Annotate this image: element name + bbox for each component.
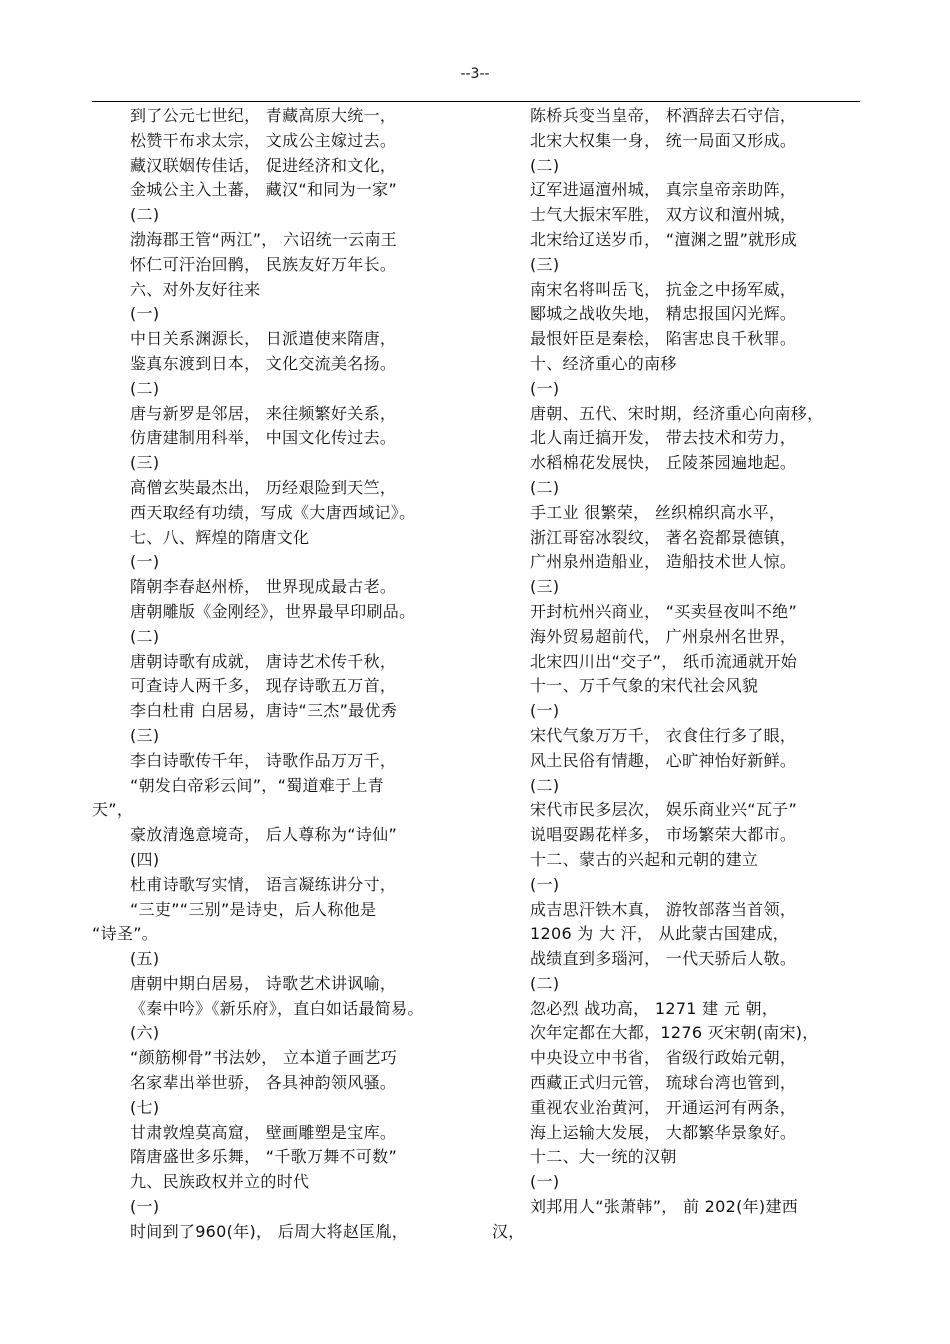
text-line: 海上运输大发展， 大都繁华景象好。: [530, 1122, 797, 1142]
text-line: 最恨奸臣是秦桧， 陷害忠良千秋罪。: [530, 329, 797, 349]
text-line: 唐朝诗歌有成就， 唐诗艺术传千秋，: [130, 651, 397, 671]
text-line: 唐朝中期白居易， 诗歌艺术讲讽喻，: [130, 973, 397, 993]
text-line: (二): [530, 155, 560, 175]
text-line: (二): [130, 626, 160, 646]
text-line: 仿唐建制用科举， 中国文化传过去。: [130, 428, 397, 448]
text-line: (二): [530, 973, 560, 993]
text-line: 李白诗歌传千年， 诗歌作品万万千，: [130, 750, 397, 770]
text-line: 风土民俗有情趣， 心旷神怡好新鲜。: [530, 750, 797, 770]
text-line: 时间到了960(年)， 后周大将赵匡胤，: [130, 1221, 409, 1241]
text-line: 渤海郡王管“两江”， 六诏统一云南王: [130, 229, 398, 249]
text-line: 战绩直到多瑙河， 一代天骄后人敬。: [530, 949, 797, 969]
text-line: 隋朝李春赵州桥， 世界现成最古老。: [130, 577, 397, 597]
text-line: 忽必烈 战功高， 1271 建 元 朝，: [530, 998, 779, 1018]
text-line: “朝发白帝彩云间”，“蜀道难于上青: [130, 775, 384, 795]
text-line: 1206 为 大 汗， 从此蒙古国建成，: [530, 924, 790, 944]
text-line: (六): [130, 1023, 160, 1043]
text-line: 唐朝、五代、宋时期，经济重心向南移，: [530, 403, 824, 423]
text-line: 重视农业治黄河， 开通运河有两条，: [530, 1097, 797, 1117]
text-line: 高僧玄奘最杰出， 历经艰险到天竺，: [130, 477, 397, 497]
text-line: (二): [530, 775, 560, 795]
text-line: 唐与新罗是邻居， 来往频繁好关系，: [130, 403, 397, 423]
text-line: 中日关系渊源长， 日派遣使来隋唐，: [130, 329, 397, 349]
text-line: 水稻棉花发展快， 丘陵茶园遍地起。: [530, 453, 797, 473]
right-text-column: [492, 104, 882, 1245]
text-line: 宋代市民多层次， 娱乐商业兴“瓦子”: [530, 800, 798, 820]
text-line: 甘肃敦煌莫高窟， 壁画雕塑是宝库。: [130, 1122, 397, 1142]
text-line: (一): [530, 1172, 560, 1192]
text-line: 海外贸易超前代， 广州泉州名世界，: [530, 626, 797, 646]
text-line: 李白杜甫 白居易，唐诗“三杰”最优秀: [130, 701, 398, 721]
text-line: 辽军进逼澶州城， 真宗皇帝亲助阵，: [530, 180, 797, 200]
text-line: 广州泉州造船业， 造船技术世人惊。: [530, 552, 797, 572]
text-line: (一): [130, 1197, 160, 1217]
text-line: 郾城之战收失地， 精忠报国闪光辉。: [530, 304, 797, 324]
text-line: 六、对外友好往来: [130, 279, 261, 299]
header-rule: [92, 101, 860, 102]
text-line: (一): [130, 552, 160, 572]
text-line: (二): [530, 477, 560, 497]
text-line: 金城公主入土蕃， 藏汉“和同为一家”: [130, 180, 398, 200]
text-line: 开封杭州兴商业， “买卖昼夜叫不绝”: [530, 601, 798, 621]
text-line: “三吏”“三别”是诗史，后人称他是: [130, 899, 377, 919]
text-line: 十二、大一统的汉朝: [530, 1147, 677, 1167]
text-line: 九、民族政权并立的时代: [130, 1172, 310, 1192]
text-line: 汉，: [492, 1221, 525, 1241]
text-line: 七、八、辉煌的隋唐文化: [130, 527, 310, 547]
text-line: (四): [130, 849, 160, 869]
text-line: 到了公元七世纪， 青藏高原大统一，: [130, 106, 397, 125]
text-line: 名家辈出举世骄， 各具神韵领风骚。: [130, 1073, 397, 1093]
page-number: --3--: [460, 66, 490, 82]
text-line: “颜筋柳骨”书法妙， 立本道子画艺巧: [130, 1048, 398, 1068]
text-line: (三): [130, 453, 160, 473]
text-line: 北宋四川出“交子”， 纸币流通就开始: [530, 651, 798, 671]
text-line: 十一、万千气象的宋代社会风貌: [530, 676, 759, 696]
text-line: 西藏正式归元管， 琉球台湾也管到，: [530, 1073, 797, 1093]
text-line: 刘邦用人“张萧韩”， 前 202(年)建西: [530, 1197, 799, 1217]
text-line: 士气大振宋军胜， 双方议和澶州城，: [530, 205, 797, 225]
text-line: 唐朝雕版《金刚经》，世界最早印刷品。: [130, 601, 416, 621]
text-line: (一): [130, 304, 160, 324]
text-line: (三): [530, 254, 560, 274]
text-line: 浙江哥窑冰裂纹， 著名瓷都景德镇，: [530, 527, 797, 547]
text-line: (二): [130, 378, 160, 398]
text-line: 豪放清逸意境奇， 后人尊称为“诗仙”: [130, 825, 398, 845]
text-line: 松赞干布求太宗， 文成公主嫁过去。: [130, 130, 397, 150]
text-line: (七): [130, 1097, 160, 1117]
text-line: 成吉思汗铁木真， 游牧部落当首领，: [530, 899, 797, 919]
text-line: (一): [530, 378, 560, 398]
text-line: 天”，: [92, 800, 134, 820]
text-line: (一): [530, 874, 560, 894]
text-line: 西天取经有功绩，写成《大唐西域记》。: [130, 502, 416, 522]
text-line: 北宋给辽送岁币， “澶渊之盟”就形成: [530, 229, 798, 249]
text-line: 陈桥兵变当皇帝， 杯酒辞去石守信，: [530, 106, 797, 125]
text-line: (二): [130, 205, 160, 225]
text-line: (三): [530, 577, 560, 597]
text-line: 中央设立中书省， 省级行政始元朝，: [530, 1048, 797, 1068]
text-line: 可查诗人两千多， 现存诗歌五万首，: [130, 676, 397, 696]
text-line: 鉴真东渡到日本， 文化交流美名扬。: [130, 353, 397, 373]
text-line: 十二、蒙古的兴起和元朝的建立: [530, 849, 759, 869]
text-line: 宋代气象万万千， 衣食住行多了眼，: [530, 725, 797, 745]
text-line: 怀仁可汗治回鹘， 民族友好万年长。: [130, 254, 397, 274]
text-line: 北人南迁搞开发， 带去技术和劳力，: [530, 428, 797, 448]
text-line: 南宋名将叫岳飞， 抗金之中扬军威，: [530, 279, 797, 299]
text-line: 北宋大权集一身， 统一局面又形成。: [530, 130, 797, 150]
text-line: 次年定都在大都，1276 灭宋朝(南宋)，: [530, 1023, 819, 1043]
text-line: 说唱耍踢花样多， 市场繁荣大都市。: [530, 825, 797, 845]
text-line: (五): [130, 949, 160, 969]
text-line: (三): [130, 725, 160, 745]
text-line: 杜甫诗歌写实情， 语言凝练讲分寸，: [130, 874, 397, 894]
text-line: 十、经济重心的南移: [530, 353, 677, 373]
text-line: 手工业 很繁荣， 丝织棉织高水平，: [530, 502, 786, 522]
left-text-column: [92, 104, 482, 1245]
text-line: 隋唐盛世多乐舞， “千歌万舞不可数”: [130, 1147, 398, 1167]
text-line: “诗圣”。: [92, 924, 159, 944]
text-line: 藏汉联姻传佳话， 促进经济和文化，: [130, 155, 397, 175]
text-line: (一): [530, 701, 560, 721]
text-line: 《秦中吟》《新乐府》，直白如话最简易。: [130, 998, 424, 1018]
